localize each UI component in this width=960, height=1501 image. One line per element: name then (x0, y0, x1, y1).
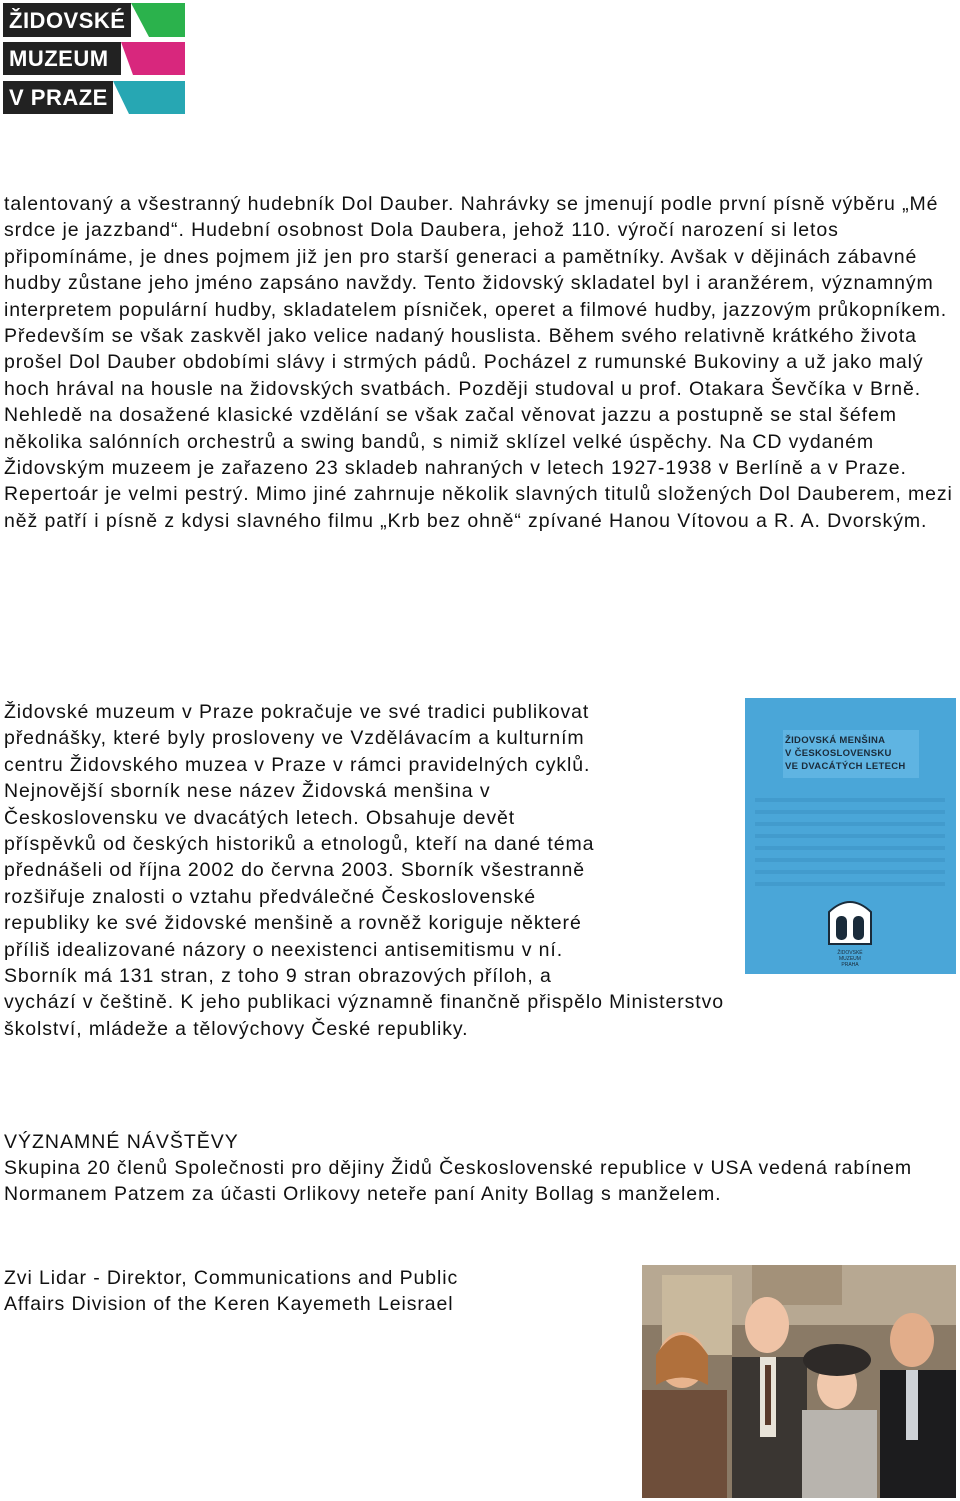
museum-logo (3, 3, 185, 114)
visitors-photo (642, 1265, 956, 1498)
article-paragraph-visit-group: Skupina 20 členů Společnosti pro dějiny Židů Československé republice v USA vedená rabínem Normanem Patzem za účasti Orlikovy neteře paní Anity Bollag s manželem. (4, 1157, 913, 1206)
book-cover-title: ŽIDOVSKÁ MENŠINA V ČESKOSLOVENSKU VE DVACÁTÝCH LETECH (785, 735, 906, 772)
logo-line-2: MUZEUM (9, 46, 109, 71)
tablets-window-icon (827, 898, 873, 946)
visitors-photo-illustration (642, 1265, 956, 1498)
section-heading-visits: VÝZNAMNÉ NÁVŠTĚVY (4, 1131, 239, 1153)
article-paragraph-dauber: talentovaný a všestranný hudebník Dol Dauber. Nahrávky se jmenují podle první písně výběru „Mé srdce je jazzband“. Hudební osobnost Dola Daubera, jehož 110. výročí narození si letos připomínáme, je dnes pojmem již jen pro starší generaci a pamětníky. Avšak v dějinách zábavné hudby zůstane jeho jméno zapsáno navždy. Tento židovský skladatel byl i aranžérem, významným interpretem populární hudby, skladatelem písniček, operet a filmové hudby, jazzovým průkopníkem. Především se však zaskvěl jako velice nadaný houslista. Během svého relativně krátkého života prošel Dol Dauber obdobími slávy i strmých pádů. Pocházel z rumunské Bukoviny a už jako malý hoch hrával na housle na židovských svatbách. Později studoval u prof. Otakara Ševčíka v Brně. Nehledě na dosažené klasické vzdělání se však začal věnovat jazzu a postupně se stal šéfem několika salónních orchestrů a swing bandů, s nimiž sklízel velké úspěchy. Na CD vydaném Židovským muzeem je zařazeno 23 skladeb nahraných v letech 1927-1938 v Berlíně a v Praze. Repertoár je velmi pestrý. Mimo jiné zahrnuje několik slavných titulů složených Dol Dauberem, mezi něž patří i písně z kdysi slavného filmu „Krb bez ohně“ zpívané Hanou Vítovou a R. A. Dvorským. (4, 193, 953, 532)
book-cover-publisher: ŽIDOVSKÉ MUZEUM PRAHA (837, 950, 863, 968)
article-paragraph-publication: Židovské muzeum v Praze pokračuje ve své tradici publikovat přednášky, které byly prosloveny ve Vzdělávacím a kulturním centru Židovského muzea v Praze v rámci pravidelných cyklů. Nejnovější sborník nese název Židovská menšina v Československu ve dvacátých letech. Obsahuje devět příspěvků od českých historiků a etnologů, kteří na dané téma přednášeli od října 2002 do června 2003. Sborník všestranně rozšiřuje znalosti o vztahu předválečné Československé republiky ke své židovské menšině a rovněž koriguje některé příliš idealizované názory o neexistenci antisemitismu v ní. Sborník má 131 stran, z toho 9 stran obrazových příloh, a vychází v češtině. K jeho publikaci významně finančně přispělo Ministerstvo školství, mládeže a tělovýchovy České republiky. (4, 701, 724, 1040)
logo-line-1: ŽIDOVSKÉ (9, 8, 126, 33)
book-cover-image (745, 698, 956, 974)
logo-line-3: V PRAZE (9, 85, 108, 110)
article-paragraph-visitor-caption: Zvi Lidar - Direktor, Communications and Public Affairs Division of the Keren Kayemeth Leisrael (4, 1267, 459, 1316)
